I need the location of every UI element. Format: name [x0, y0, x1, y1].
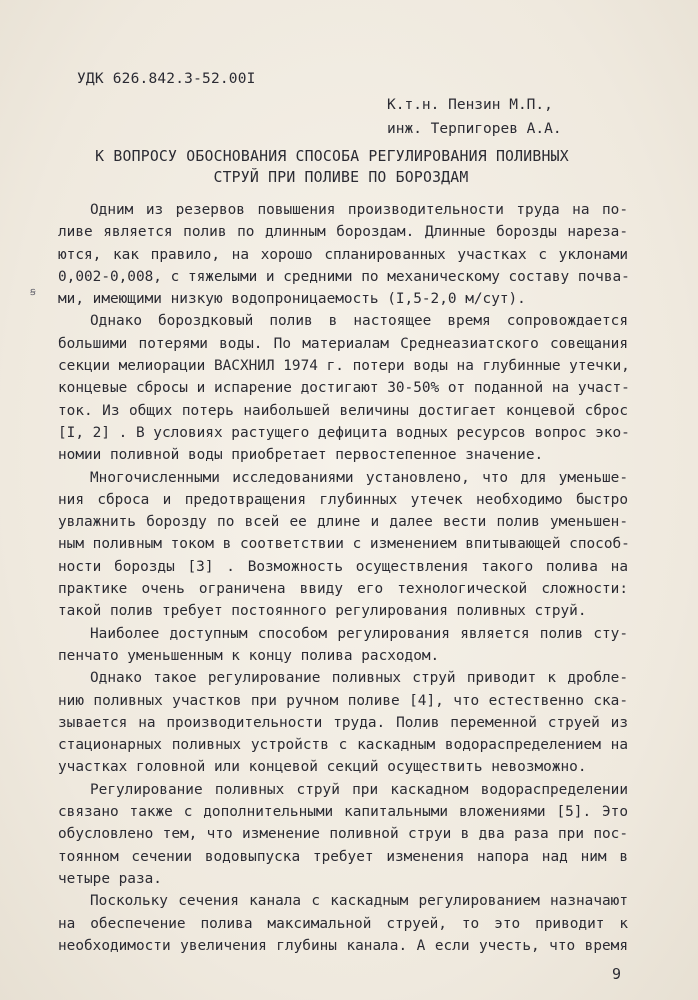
- text-line: практике очень ограничена ввиду его технологической сложности:: [58, 581, 628, 598]
- text-line: такой полив требует постоянного регулирования поливных струй.: [58, 603, 587, 620]
- text-line: ния сброса и предотвращения глубинных утечек необходимо быстро: [58, 491, 628, 508]
- text-line: Наиболее доступным способом регулирования является полив сту-: [90, 625, 628, 642]
- text-line: Поскольку сечения канала с каскадным регулированием назначают: [90, 893, 628, 910]
- text-line: тоянном сечении водовыпуска требует изменения напора над ним в: [58, 848, 628, 865]
- article-title: [0, 146, 698, 188]
- text-line: Однако бороздковый полив в настоящее время сопровождается: [90, 313, 628, 330]
- text-line: пенчато уменьшенным к концу полива расходом.: [58, 647, 440, 664]
- text-line: на обеспечение полива максимальной струей, то это приводит к: [58, 915, 628, 932]
- page-number: 9: [612, 965, 622, 983]
- title-line: К ВОПРОСУ ОБОСНОВАНИЯ СПОСОБА РЕГУЛИРОВАНИЯ ПОЛИВНЫХ: [95, 148, 569, 165]
- author-line: К.т.н. Пензин М.П.,: [387, 97, 553, 113]
- text-line: Регулирование поливных струй при каскадном водораспределении: [90, 781, 628, 798]
- text-line: участках головной или концевой секций осуществить невозможно.: [58, 759, 587, 776]
- text-line: секции мелиорации ВАСХНИЛ 1974 г. потери воды на глубинные утечки,: [58, 358, 630, 375]
- text-line: ются, как правило, на хорошо спланированных участках с уклонами: [58, 246, 628, 263]
- text-line: [I, 2] . В условиях растущего дефицита водных ресурсов вопрос эко-: [58, 424, 630, 441]
- text-line: ливе является полив по длинным бороздам. Длинные борозды нареза-: [58, 224, 628, 241]
- text-line: концевые сбросы и испарение достигают 30-50% от поданной на участ-: [58, 380, 630, 397]
- title-line: СТРУЙ ПРИ ПОЛИВЕ ПО БОРОЗДАМ: [213, 169, 469, 186]
- margin-mark: ꞩ: [30, 285, 36, 298]
- text-line: нию поливных участков при ручном поливе [4], что естественно ска-: [58, 692, 628, 709]
- text-line: ности борозды [3] . Возможность осуществления такого полива на: [58, 558, 628, 575]
- author-block: [387, 93, 562, 141]
- text-line: Одним из резервов повышения производительности труда на по-: [90, 202, 628, 218]
- text-line: Многочисленными исследованиями установлено, что для уменьше-: [90, 469, 628, 486]
- text-line: увлажнить борозду по всей ее длине и далее вести полив уменьшен-: [58, 514, 628, 531]
- text-line: стационарных поливных устройств с каскадным водораспределением на: [58, 737, 628, 754]
- text-line: ми, имеющими низкую водопроницаемость (I,5-2,0 м/сут).: [58, 291, 526, 308]
- udk-code: УДК 626.842.3-52.00I: [77, 71, 256, 87]
- text-line: номии поливной воды приобретает первостепенное значение.: [58, 447, 544, 464]
- text-line: четыре раза.: [58, 870, 162, 887]
- text-line: Однако такое регулирование поливных струй приводит к дробле-: [90, 670, 628, 687]
- text-line: ток. Из общих потерь наибольшей величины достигает концевой сброс: [58, 402, 628, 419]
- text-line: зывается на производительности труда. Полив переменной струей из: [58, 714, 628, 731]
- text-line: ным поливным током в соответствии с изменением впитывающей способ-: [58, 536, 630, 553]
- article-body: [58, 199, 628, 957]
- text-line: 0,002-0,008, с тяжелыми и средними по механическому составу почва-: [58, 268, 630, 285]
- text-line: большими потерями воды. По материалам Среднеазиатского совещания: [58, 335, 628, 352]
- text-line: обусловлено тем, что изменение поливной струи в два раза при пос-: [58, 826, 628, 843]
- text-line: необходимости увеличения глубины канала. А если учесть, что время: [58, 937, 628, 954]
- author-line: инж. Терпигорев А.А.: [387, 121, 562, 137]
- text-line: связано также с дополнительными капитальными вложениями [5]. Это: [58, 804, 628, 821]
